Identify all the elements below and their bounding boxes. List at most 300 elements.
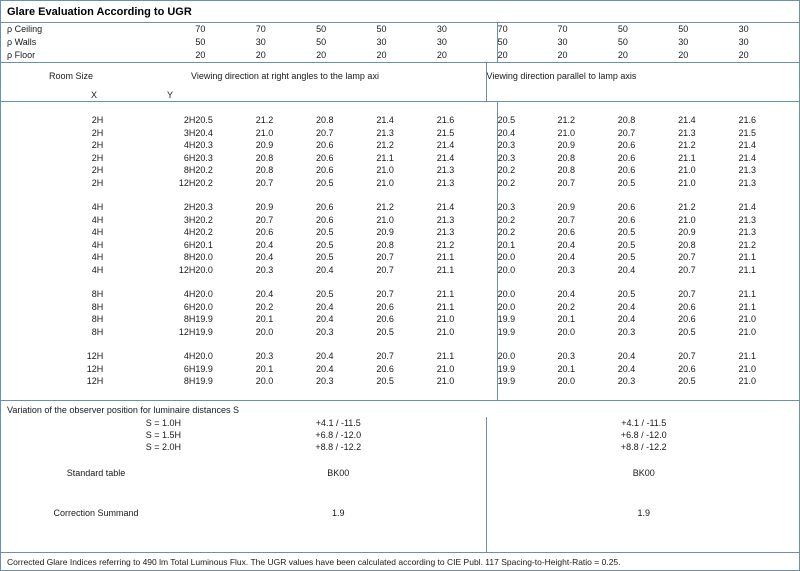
ugr-value: 20.7: [678, 252, 696, 262]
room-x: 12H: [86, 351, 104, 361]
ugr-value: 21.3: [436, 165, 455, 175]
ugr-value: 21.4: [376, 115, 394, 125]
ugr-value: 21.3: [738, 214, 757, 225]
table-row: [1, 226, 799, 239]
table-row: [1, 201, 799, 214]
table-row: [1, 63, 800, 89]
ugr-value: 19.9: [195, 314, 213, 324]
ugr-value: 20.9: [255, 140, 274, 150]
ugr-value: 21.2: [738, 239, 757, 250]
ugr-value: 20.1: [497, 239, 557, 252]
ugr-value: 20.0: [497, 288, 557, 301]
variation-note: Variation of the observer position for luminaire distances S: [1, 400, 799, 417]
room-x: 4H: [91, 214, 104, 225]
ugr-value: 19.9: [195, 363, 213, 374]
ugr-value: 21.0: [376, 214, 394, 225]
ugr-value: 21.0: [678, 177, 696, 188]
rho-ceiling-value: 50: [316, 24, 327, 34]
ugr-value: 21.3: [436, 177, 455, 188]
spacer-cell: [486, 89, 800, 102]
ugr-value: 20.4: [557, 239, 575, 250]
table-row: [1, 375, 799, 388]
rho-ceiling-value: 50: [376, 24, 387, 34]
room-x: 4H: [91, 239, 104, 250]
ugr-value: 20.6: [617, 202, 636, 212]
report-title-bar: [1, 1, 799, 23]
ugr-value: 20.0: [255, 376, 274, 386]
ugr-value: 20.3: [557, 264, 575, 275]
ugr-value: 20.5: [316, 227, 334, 237]
ugr-value: 21.1: [436, 252, 455, 262]
rho-floor-value: 20: [497, 49, 557, 63]
axis-y-label: Y: [166, 90, 173, 100]
room-x: 8H: [91, 301, 104, 312]
table-row: [1, 251, 799, 264]
ugr-value: 21.2: [678, 202, 696, 212]
ugr-value: 20.7: [255, 214, 274, 225]
spacer-cell: [191, 89, 486, 102]
ugr-value: 21.0: [738, 326, 757, 337]
rho-floor-value: 20: [195, 50, 206, 60]
ugr-value: 21.1: [436, 264, 455, 275]
room-x: 12H: [86, 363, 104, 374]
room-y: 12H: [178, 326, 196, 337]
rho-walls-value: 50: [316, 37, 327, 47]
standard-table-block: [1, 453, 800, 533]
table-row: [1, 23, 799, 36]
rho-walls-label: ρ Walls: [7, 37, 37, 47]
ugr-value: 20.3: [195, 202, 213, 212]
ugr-value: 20.6: [617, 165, 636, 175]
table-row: [1, 441, 800, 453]
table-row: [1, 453, 800, 493]
ugr-value: 20.0: [195, 264, 213, 275]
variation-table: [1, 417, 800, 453]
spacer-row: [1, 388, 799, 400]
ugr-value: 20.4: [557, 252, 575, 262]
ugr-value: 20.6: [617, 152, 636, 163]
table-row: [1, 36, 799, 49]
ugr-value: 21.1: [436, 351, 455, 361]
column-divider: [486, 431, 487, 552]
ugr-value: 19.9: [497, 326, 557, 339]
ugr-value: 20.4: [316, 314, 334, 324]
ugr-value: 20.2: [557, 301, 575, 312]
ugr-value: 20.7: [678, 264, 696, 275]
ugr-value: 21.0: [255, 127, 274, 138]
ugr-value: 20.2: [195, 227, 213, 237]
ugr-value: 20.0: [497, 251, 557, 264]
rho-walls-value: 30: [436, 37, 447, 47]
ugr-value: 19.9: [195, 376, 213, 386]
ugr-value: 21.4: [738, 152, 757, 163]
ugr-value: 20.3: [316, 376, 334, 386]
ugr-value: 20.4: [195, 127, 213, 138]
ugr-value: 20.2: [255, 301, 274, 312]
correction-summand-left-value: 1.9: [331, 507, 345, 518]
room-y: 3H: [183, 127, 196, 138]
axis-x-label: X: [90, 90, 97, 100]
room-y: 4H: [183, 351, 196, 361]
ugr-value: 21.1: [738, 264, 757, 275]
ugr-value: 20.5: [617, 289, 636, 299]
ugr-value: 20.3: [195, 152, 213, 163]
ugr-value: 20.3: [497, 201, 557, 214]
room-x: 2H: [91, 127, 104, 138]
rho-walls-value: 30: [678, 37, 689, 47]
room-y: 6H: [183, 363, 196, 374]
ugr-value: 21.2: [376, 202, 394, 212]
ugr-value: 21.0: [738, 363, 757, 374]
variation-left-value: +8.8 / -12.2: [315, 441, 362, 452]
ugr-value: 20.5: [617, 177, 636, 188]
variation-left-value: +6.8 / -12.0: [315, 429, 362, 440]
room-y: 6H: [183, 152, 196, 163]
ugr-value: 20.1: [195, 239, 213, 250]
ugr-value: 20.0: [195, 301, 213, 312]
ugr-value: 21.3: [376, 127, 394, 138]
ugr-value: 20.8: [617, 115, 636, 125]
ugr-value: 20.9: [255, 202, 274, 212]
room-y: 8H: [183, 252, 196, 262]
ugr-value: 20.0: [195, 252, 213, 262]
ugr-value: 20.7: [376, 252, 394, 262]
room-y: 2H: [183, 202, 196, 212]
ugr-value: 20.8: [255, 152, 274, 163]
ugr-value: 21.0: [738, 376, 757, 386]
rho-floor-value: 20: [316, 50, 327, 60]
table-row: [1, 417, 800, 429]
room-y: 8H: [183, 165, 196, 175]
ugr-value: 20.8: [557, 152, 575, 163]
ugr-value: 20.5: [316, 239, 334, 250]
rho-ceiling-value: 70: [557, 24, 568, 34]
ugr-value: 21.0: [376, 165, 394, 175]
ugr-value: 21.6: [738, 115, 757, 125]
ugr-value: 20.0: [557, 326, 575, 337]
ugr-value: 20.2: [195, 165, 213, 175]
rho-walls-value: 30: [738, 37, 749, 47]
ugr-value: 20.7: [376, 351, 394, 361]
room-y: 6H: [183, 239, 196, 250]
ugr-value: 20.4: [617, 314, 636, 324]
ugr-value: 20.4: [316, 301, 334, 312]
ugr-value: 20.8: [255, 165, 274, 175]
ugr-value: 20.5: [497, 114, 557, 127]
ugr-value: 21.0: [436, 376, 455, 386]
ugr-value: 21.0: [678, 214, 696, 225]
ugr-value: 20.4: [255, 252, 274, 262]
ugr-value: 20.7: [678, 351, 696, 361]
ugr-value: 20.5: [316, 252, 334, 262]
ugr-value: 21.0: [738, 314, 757, 324]
ugr-value: 20.8: [678, 239, 696, 250]
ugr-value: 21.4: [436, 152, 455, 163]
ugr-value: 20.0: [497, 301, 557, 314]
table-row: [1, 363, 799, 376]
ugr-value: 20.9: [678, 227, 696, 237]
ugr-value: 20.5: [617, 227, 636, 237]
room-size-blank: [101, 63, 191, 89]
ugr-value: 20.1: [255, 363, 274, 374]
ugr-value: 20.0: [255, 326, 274, 337]
ugr-value: 20.8: [316, 115, 334, 125]
rho-walls-value: 50: [195, 37, 206, 47]
table-row: [1, 239, 799, 252]
table-row: [1, 493, 800, 533]
ugr-value: 20.3: [195, 140, 213, 150]
ugr-value: 21.3: [678, 127, 696, 138]
table-row: [1, 152, 799, 165]
ugr-value: 20.4: [497, 127, 557, 140]
rho-floor-value: 20: [557, 50, 568, 60]
room-x: 4H: [91, 202, 104, 212]
ugr-value: 20.5: [678, 326, 696, 337]
ugr-value: 20.4: [316, 363, 334, 374]
ugr-value: 21.1: [436, 301, 455, 312]
ugr-value: 20.6: [678, 314, 696, 324]
ugr-value: 20.0: [195, 351, 213, 361]
ugr-value: 21.4: [738, 140, 757, 150]
table-row: [1, 429, 800, 441]
table-row: [1, 214, 799, 227]
rho-floor-value: 20: [436, 50, 447, 60]
ugr-value: 20.9: [376, 227, 394, 237]
table-row: [1, 89, 800, 102]
ugr-value: 20.4: [316, 351, 334, 361]
ugr-value: 20.4: [316, 264, 334, 275]
ugr-value: 20.6: [376, 363, 394, 374]
ugr-value: 20.7: [557, 214, 575, 225]
table-row: [1, 301, 799, 314]
ugr-value: 21.1: [376, 152, 394, 163]
room-y: 4H: [183, 227, 196, 237]
correction-summand-right-value: 1.9: [486, 493, 800, 533]
ugr-value: 21.0: [557, 127, 575, 138]
ugr-value: 20.4: [255, 239, 274, 250]
viewing-direction-right-label: Viewing direction parallel to lamp axis: [486, 63, 800, 89]
ugr-value: 21.0: [436, 314, 455, 324]
ugr-value: 21.0: [376, 177, 394, 188]
ugr-value: 20.2: [497, 164, 557, 177]
ugr-value: 21.0: [678, 165, 696, 175]
rho-ceiling-value: 70: [497, 23, 557, 36]
room-x: 12H: [86, 376, 104, 386]
ugr-value: 20.6: [316, 165, 334, 175]
ugr-value: 20.6: [316, 140, 334, 150]
ugr-value: 19.9: [497, 363, 557, 376]
ugr-value: 21.2: [376, 140, 394, 150]
viewing-direction-left-label: Viewing direction at right angles to the lamp axi: [191, 71, 379, 81]
ugr-value: 20.6: [316, 152, 334, 163]
ugr-value: 20.9: [557, 140, 575, 150]
ugr-value: 20.4: [617, 264, 636, 275]
room-x: 2H: [91, 165, 104, 175]
standard-table-left-value: BK00: [327, 467, 350, 478]
ugr-value: 20.6: [316, 202, 334, 212]
table-row: [1, 313, 799, 326]
variation-left-value: +4.1 / -11.5: [315, 417, 361, 428]
ugr-value: 20.6: [617, 214, 636, 225]
table-row: [1, 177, 799, 190]
viewing-direction-header: [1, 63, 800, 102]
ugr-value: 21.2: [436, 239, 455, 250]
standard-table-right-value: BK00: [486, 453, 800, 493]
room-y: 4H: [183, 289, 196, 299]
ugr-value: 20.5: [376, 326, 394, 337]
ugr-value: 20.2: [497, 226, 557, 239]
ugr-value: 19.9: [195, 326, 213, 337]
ugr-value: 21.1: [738, 252, 757, 262]
ugr-value: 21.3: [738, 227, 757, 237]
rho-ceiling-value: 30: [738, 24, 749, 34]
standard-table-label: Standard table: [66, 467, 126, 478]
room-x: 2H: [91, 140, 104, 150]
ugr-value: 20.7: [255, 177, 274, 188]
ugr-value: 21.3: [436, 214, 455, 225]
rho-walls-value: 30: [376, 37, 387, 47]
rho-ceiling-label: ρ Ceiling: [7, 24, 43, 34]
ugr-value: 19.9: [497, 375, 557, 388]
ugr-value: 20.6: [678, 301, 696, 312]
ugr-value: 20.6: [617, 140, 636, 150]
ugr-value: 21.4: [436, 202, 455, 212]
ugr-value: 21.2: [557, 115, 575, 125]
table-row: [1, 288, 799, 301]
ugr-value: 21.1: [436, 289, 455, 299]
ugr-value: 20.1: [557, 363, 575, 374]
ugr-value: 21.3: [436, 227, 455, 237]
rho-walls-value: 30: [255, 37, 266, 47]
ugr-value: 20.5: [376, 376, 394, 386]
ugr-value: 20.7: [316, 127, 334, 138]
room-x: 8H: [91, 326, 104, 337]
ugr-value: 20.2: [195, 214, 213, 225]
room-y: 3H: [183, 214, 196, 225]
ugr-value: 20.6: [557, 227, 575, 237]
table-row: [1, 164, 799, 177]
ugr-value: 20.7: [376, 289, 394, 299]
room-y: 8H: [183, 314, 196, 324]
ugr-value: 21.1: [738, 289, 757, 299]
room-x: 4H: [91, 264, 104, 275]
ugr-value: 20.6: [376, 301, 394, 312]
rho-floor-value: 20: [376, 50, 387, 60]
room-x: 2H: [91, 177, 104, 188]
ugr-value: 20.3: [255, 264, 274, 275]
room-y: 12H: [178, 177, 196, 188]
correction-summand-label: Correction Summand: [53, 507, 139, 518]
table-row: [1, 49, 799, 63]
ugr-value: 20.2: [497, 177, 557, 190]
room-y: 2H: [183, 115, 196, 125]
ugr-value: 20.2: [195, 177, 213, 188]
ugr-value: 20.5: [617, 252, 636, 262]
ugr-value: 21.4: [436, 140, 455, 150]
room-x: 8H: [91, 289, 104, 299]
ugr-value: 20.6: [255, 227, 274, 237]
variation-right-value: +4.1 / -11.5: [486, 417, 800, 429]
ugr-value: 20.3: [617, 376, 636, 386]
ugr-value: 21.0: [436, 363, 455, 374]
table-row: [1, 264, 799, 277]
rho-floor-value: 20: [617, 50, 628, 60]
rho-walls-value: 30: [557, 37, 568, 47]
spacing-label: S = 2.0H: [145, 441, 181, 452]
room-x: 2H: [91, 152, 104, 163]
ugr-value: 20.3: [497, 152, 557, 165]
ugr-value: 20.7: [376, 264, 394, 275]
room-y: 4H: [183, 140, 196, 150]
ugr-value: 20.4: [617, 351, 636, 361]
ugr-value: 21.1: [738, 301, 757, 312]
ugr-value: 20.1: [557, 314, 575, 324]
rho-ceiling-value: 50: [678, 24, 689, 34]
table-row: [1, 127, 799, 140]
room-x: 2H: [91, 115, 104, 125]
spacer-row: [1, 102, 799, 114]
ugr-value: 20.9: [557, 202, 575, 212]
ugr-value: 21.5: [738, 127, 757, 138]
ugr-value: 20.1: [255, 314, 274, 324]
rho-ceiling-value: 50: [617, 24, 628, 34]
table-row: [1, 139, 799, 152]
ugr-value: 20.5: [316, 289, 334, 299]
ugr-value: 21.2: [255, 115, 274, 125]
table-row: [1, 114, 799, 127]
table-row: [1, 350, 799, 363]
ugr-value: 20.4: [255, 289, 274, 299]
rho-floor-value: 20: [255, 50, 266, 60]
ugr-value: 20.8: [376, 239, 394, 250]
rho-floor-value: 20: [678, 50, 689, 60]
room-y: 12H: [178, 264, 196, 275]
rho-walls-value: 50: [497, 36, 557, 49]
footer-note: Corrected Glare Indices referring to 490 lm Total Luminous Flux. The UGR values have been calculated according to CIE Publ. 117 Spacing-to-Height-Ratio = 0.25.: [1, 552, 799, 570]
ugr-value: 21.5: [436, 127, 455, 138]
room-x: 4H: [91, 227, 104, 237]
ugr-value: 20.5: [617, 239, 636, 250]
ugr-value: 20.0: [557, 376, 575, 386]
spacer-row: [1, 276, 799, 288]
ugr-value: 20.5: [316, 177, 334, 188]
room-x: 4H: [91, 252, 104, 262]
spacer-row: [1, 189, 799, 201]
ugr-value: 20.3: [255, 351, 274, 361]
ugr-value: 20.0: [497, 350, 557, 363]
ugr-value: 21.6: [436, 115, 455, 125]
ugr-value: 20.3: [557, 351, 575, 361]
ugr-value: 21.3: [738, 165, 757, 175]
ugr-value: 20.5: [195, 115, 213, 125]
rho-ceiling-value: 70: [195, 24, 206, 34]
ugr-value: 21.4: [738, 202, 757, 212]
room-y: 6H: [183, 301, 196, 312]
ugr-value: 20.3: [497, 139, 557, 152]
table-row: [1, 326, 799, 339]
ugr-value: 20.6: [316, 214, 334, 225]
ugr-value: 20.7: [557, 177, 575, 188]
rho-floor-value: 20: [738, 50, 749, 60]
ugr-value: 20.2: [497, 214, 557, 227]
ugr-value: 21.4: [678, 115, 696, 125]
page-title: Glare Evaluation According to UGR: [7, 5, 192, 18]
ugr-value: 21.1: [678, 152, 696, 163]
ugr-value: 20.0: [195, 289, 213, 299]
reflectance-table: [1, 23, 799, 63]
room-x: 8H: [91, 314, 104, 324]
ugr-value: 20.8: [557, 165, 575, 175]
